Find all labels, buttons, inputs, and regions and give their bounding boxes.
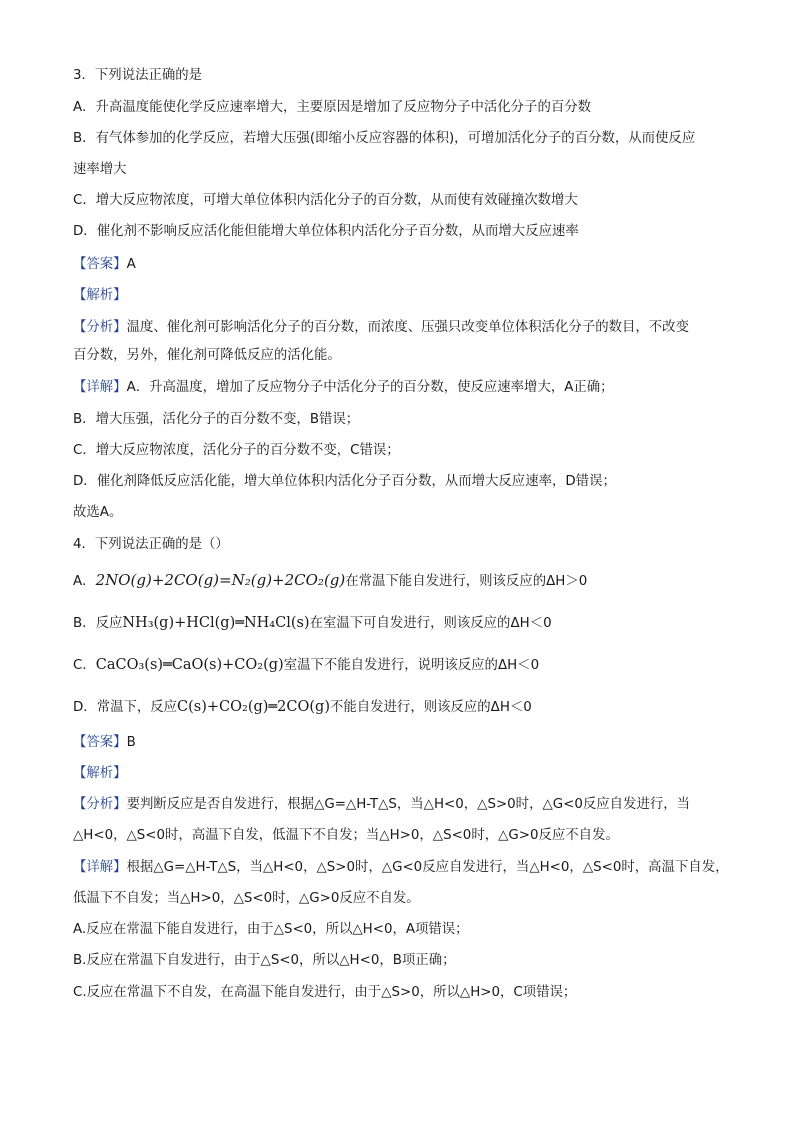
option-prefix: 反应 xyxy=(95,616,123,631)
equation: 2NO(g)+2CO(g)=N₂(g)+2CO₂(g) xyxy=(95,571,346,589)
answer-value: A xyxy=(126,257,136,272)
option-label: C． xyxy=(73,658,96,673)
question-3-xiangjie-b: B．增大压强，活化分子的百分数不变，B错误； xyxy=(73,412,360,427)
question-3-fenxi-line1 xyxy=(73,318,689,338)
question-3-xiangjie-c: C．增大反应物浓度，活化分子的百分数不变，C错误； xyxy=(73,443,400,458)
question-4-option-d xyxy=(73,697,532,718)
question-4-item-c: C.反应在常温下不自发，在高温下能自发进行，由于△S>0，所以△H>0，C项错误； xyxy=(73,985,577,1000)
question-3-option-a: A．升高温度能使化学反应速率增大，主要原因是增加了反应物分子中活化分子的百分数 xyxy=(73,100,592,115)
question-4-fenxi-line1 xyxy=(73,795,690,815)
question-3-xiangjie-a xyxy=(73,378,614,398)
option-text: 在室温下可自发进行，则该反应的ΔH＜0 xyxy=(309,616,552,631)
question-4-option-c xyxy=(73,655,539,676)
question-3-fenxi-line2: 百分数，另外，催化剂可降低反应的活化能。 xyxy=(73,348,341,363)
question-3-analysis-heading xyxy=(73,286,127,306)
question-3-answer xyxy=(73,255,136,275)
option-prefix: 常温下，反应 xyxy=(96,700,178,715)
option-label: B． xyxy=(73,616,96,631)
question-3-conclusion: 故选A。 xyxy=(73,505,123,520)
question-4-fenxi-line2: △H<0，△S<0时，高温下自发，低温下不自发；当△H>0，△S<0时，△G>0反应不自发。 xyxy=(73,828,619,843)
question-3-option-c: C．增大反应物浓度，可增大单位体积内活化分子的百分数，从而使有效碰撞次数增大 xyxy=(73,193,578,208)
option-label: A． xyxy=(73,574,96,589)
fenxi-text: 温度、催化剂可影响活化分子的百分数，而浓度、压强只改变单位体积活化分子的数目，不改变 xyxy=(126,320,689,335)
question-4-option-a xyxy=(73,570,587,592)
question-3-xiangjie-d: D．催化剂降低反应活化能，增大单位体积内活化分子百分数，从而增大反应速率，D错误； xyxy=(73,474,616,489)
question-3-option-b-line1: B．有气体参加的化学反应，若增大压强(即缩小反应容器的体积)，可增加活化分子的百分数，从而使反应 xyxy=(73,131,696,146)
xiangjie-tag: 【详解】 xyxy=(73,860,127,875)
question-4-stem: 4．下列说法正确的是（） xyxy=(73,537,229,552)
fenxi-tag: 【分析】 xyxy=(73,320,127,335)
question-3-option-d: D．催化剂不影响反应活化能但能增大单位体积内活化分子百分数，从而增大反应速率 xyxy=(73,224,579,239)
option-label: D． xyxy=(73,700,97,715)
option-text: 在常温下能自发进行，则该反应的ΔH＞0 xyxy=(345,574,588,589)
fenxi-text: 要判断反应是否自发进行，根据△G=△H-T△S，当△H<0，△S>0时，△G<0反应自发进行，当 xyxy=(126,797,691,812)
equation: CaCO₃(s)═CaO(s)+CO₂(g) xyxy=(95,657,284,673)
xiangjie-text: A．升高温度，增加了反应物分子中活化分子的百分数，使反应速率增大，A正确； xyxy=(126,380,614,395)
question-3-stem: 3．下列说法正确的是 xyxy=(73,68,203,83)
option-text: 室温下不能自发进行，说明该反应的ΔH＜0 xyxy=(283,658,540,673)
option-text: 不能自发进行，则该反应的ΔH＜0 xyxy=(329,700,532,715)
answer-value: B xyxy=(126,735,136,750)
fenxi-tag: 【分析】 xyxy=(73,797,127,812)
question-4-analysis-heading xyxy=(73,764,127,784)
question-4-item-b: B.反应在常温下自发进行，由于△S<0，所以△H<0，B项正确； xyxy=(73,953,456,968)
question-4-xiangjie-line2: 低温下不自发；当△H>0，△S<0时，△G>0反应不自发。 xyxy=(73,891,420,906)
xiangjie-tag: 【详解】 xyxy=(73,380,127,395)
analysis-tag: 【解析】 xyxy=(73,288,127,303)
equation: C(s)+CO₂(g)═2CO(g) xyxy=(177,699,330,715)
question-3-option-b-line2: 速率增大 xyxy=(73,162,127,177)
equation: NH₃(g)+HCl(g)═NH₄Cl(s) xyxy=(122,615,310,631)
answer-tag: 【答案】 xyxy=(73,257,127,272)
question-4-answer xyxy=(73,733,136,753)
question-4-item-a: A.反应在常温下能自发进行，由于△S<0，所以△H<0，A项错误； xyxy=(73,922,469,937)
question-4-option-b xyxy=(73,613,552,634)
analysis-tag: 【解析】 xyxy=(73,766,127,781)
question-4-xiangjie-line1 xyxy=(73,858,728,878)
xiangjie-text: 根据△G=△H-T△S，当△H<0，△S>0时，△G<0反应自发进行，当△H<0，△S<0时，高温下自发， xyxy=(126,860,729,875)
answer-tag: 【答案】 xyxy=(73,735,127,750)
